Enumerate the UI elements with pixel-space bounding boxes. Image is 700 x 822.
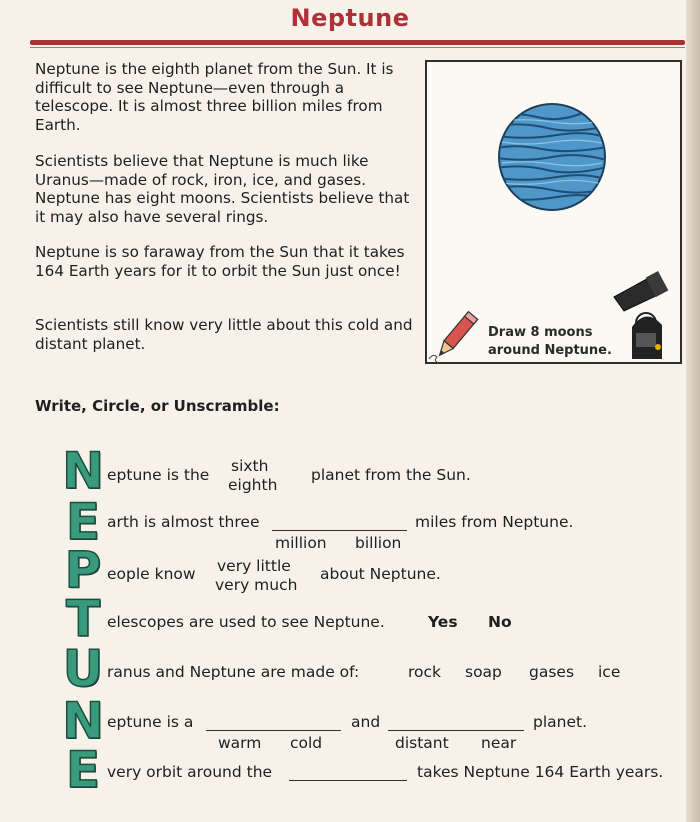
answer-blank-distance-word[interactable] <box>388 730 524 731</box>
choice-eighth[interactable]: eighth <box>228 476 278 494</box>
acrostic-letter-n-2: N <box>62 692 104 750</box>
page-title: Neptune <box>290 4 410 32</box>
title-divider <box>30 40 685 45</box>
row4-text: elescopes are used to see Neptune. <box>107 613 385 631</box>
choice-very-little[interactable]: very little <box>217 557 291 575</box>
choice-cold[interactable]: cold <box>290 734 323 752</box>
neptune-planet-icon <box>497 102 607 212</box>
row7-text: very orbit around the <box>107 763 273 781</box>
answer-blank-orbit[interactable] <box>289 780 407 781</box>
choice-billion[interactable]: billion <box>355 534 402 552</box>
choice-distant[interactable]: distant <box>395 734 449 752</box>
row3-tail: about Neptune. <box>320 565 441 583</box>
choice-very-much[interactable]: very much <box>215 576 298 594</box>
intro-paragraph-3: Neptune is so faraway from the Sun that it takes 164 Earth years for it to orbit the Sun just once! <box>35 243 405 280</box>
page-edge <box>686 0 700 822</box>
choice-sixth[interactable]: sixth <box>231 457 269 475</box>
answer-blank-temperature[interactable] <box>206 730 341 731</box>
row3-text: eople know <box>107 565 196 583</box>
row2-tail: miles from Neptune. <box>415 513 574 531</box>
choice-soap[interactable]: soap <box>465 663 502 681</box>
acrostic-letter-e-2: E <box>65 741 101 799</box>
astronomer-telescope-icon <box>610 267 680 359</box>
choice-near[interactable]: near <box>481 734 517 752</box>
pencil-icon <box>425 307 485 367</box>
drawing-instruction <box>488 324 612 360</box>
acrostic-letter-u: U <box>62 640 104 698</box>
row6-mid: and <box>351 713 381 731</box>
intro-paragraph-1: Neptune is the eighth planet from the Sun. It is difficult to see Neptune—even through a telescope. It is almost three billion miles from Earth. <box>35 60 394 134</box>
acrostic-letter-p: P <box>64 541 102 599</box>
row2-text: arth is almost three <box>107 513 260 531</box>
intro-paragraph-4: Scientists still know very little about this cold and distant planet. <box>35 316 413 353</box>
acrostic-letter-t: T <box>65 590 101 648</box>
choice-yes[interactable]: Yes <box>428 613 458 631</box>
choice-warm[interactable]: warm <box>218 734 262 752</box>
choice-rock[interactable]: rock <box>408 663 442 681</box>
row1-text: eptune is the <box>107 466 210 484</box>
row6-tail: planet. <box>533 713 588 731</box>
choice-no[interactable]: No <box>488 613 512 631</box>
choice-million[interactable]: million <box>275 534 327 552</box>
choice-gases[interactable]: gases <box>529 663 575 681</box>
choice-ice[interactable]: ice <box>598 663 621 681</box>
title-divider-thin <box>30 47 685 48</box>
drawing-instruction-line-2: around Neptune. <box>488 343 612 358</box>
drawing-area[interactable] <box>425 60 682 364</box>
acrostic-letter-n: N <box>62 442 104 500</box>
activity-instructions: Write, Circle, or Unscramble: <box>35 397 280 415</box>
row1-tail: planet from the Sun. <box>311 466 471 484</box>
drawing-instruction-line-1: Draw 8 moons <box>488 325 593 340</box>
acrostic-letter-e: E <box>65 493 101 551</box>
answer-blank-distance[interactable] <box>272 530 407 531</box>
row5-text: ranus and Neptune are made of: <box>107 663 360 681</box>
intro-paragraph-2: Scientists believe that Neptune is much like Uranus—made of rock, iron, ice, and gases. Neptune has eight moons. Scientists believe that it may also have several rings. <box>35 152 410 226</box>
row7-tail: takes Neptune 164 Earth years. <box>417 763 664 781</box>
row6-text: eptune is a <box>107 713 194 731</box>
